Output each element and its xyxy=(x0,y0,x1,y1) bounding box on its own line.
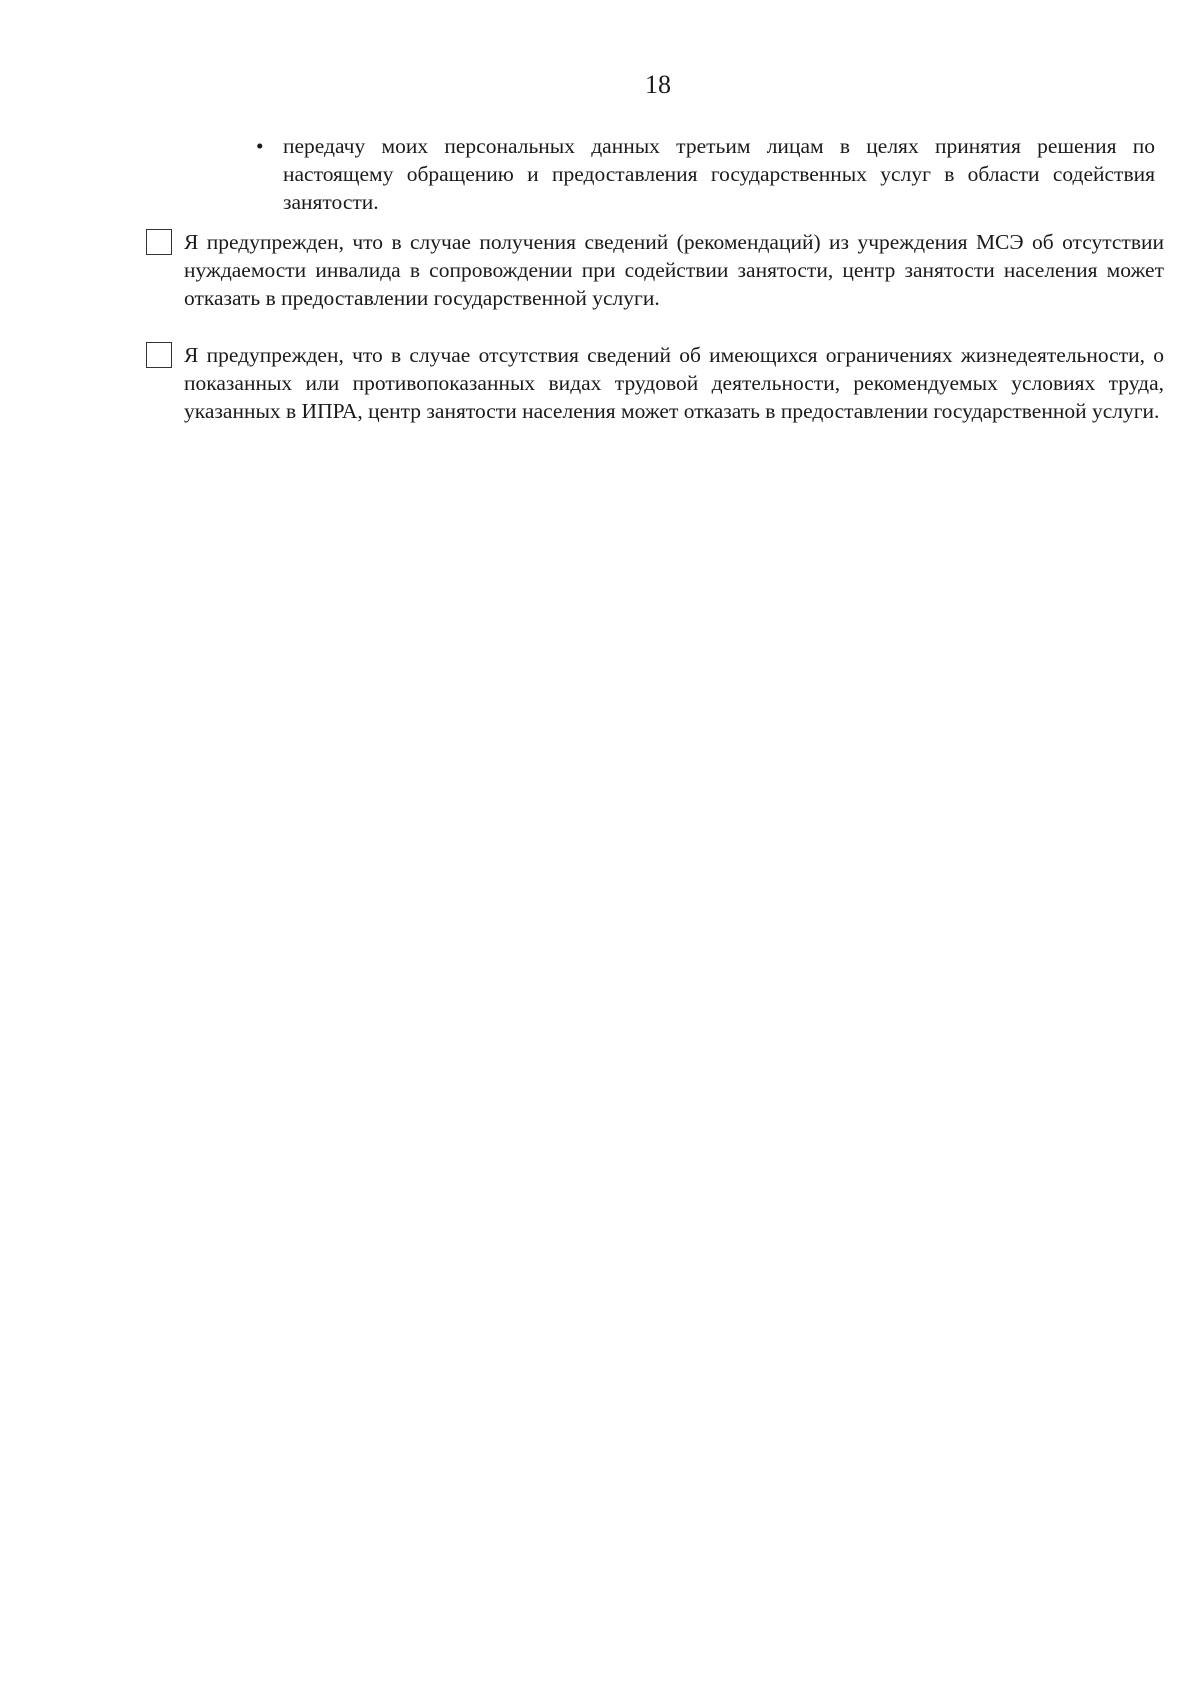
statement-text-msa: Я предупрежден, что в случае получения сведений (рекомендаций) из учреждения МСЭ об отсутствии нуждаемости инвалида в сопровождении при содействии занятости, центр занятости населения может отказать в предоставлении государственной услуги. xyxy=(184,230,1164,310)
bullet-marker: • xyxy=(256,134,264,158)
bullet-item-text: передачу моих персональных данных третьим лицам в целях принятия решения по настоящему обращению и предоставления государственных услуг в области содействия занятости. xyxy=(283,134,1155,214)
statement-text-ipra: Я предупрежден, что в случае отсутствия сведений об имеющихся ограничениях жизнедеятельности, о показанных или противопоказанных видах трудовой деятельности, рекомендуемых условиях труда, указанных в ИПРА, центр занятости населения может отказать в предоставлении государственной услуги. xyxy=(184,343,1164,423)
page-number: 18 xyxy=(645,70,671,99)
statement-checkbox-msa[interactable] xyxy=(146,229,172,255)
statement-checkbox-ipra[interactable] xyxy=(146,342,172,368)
